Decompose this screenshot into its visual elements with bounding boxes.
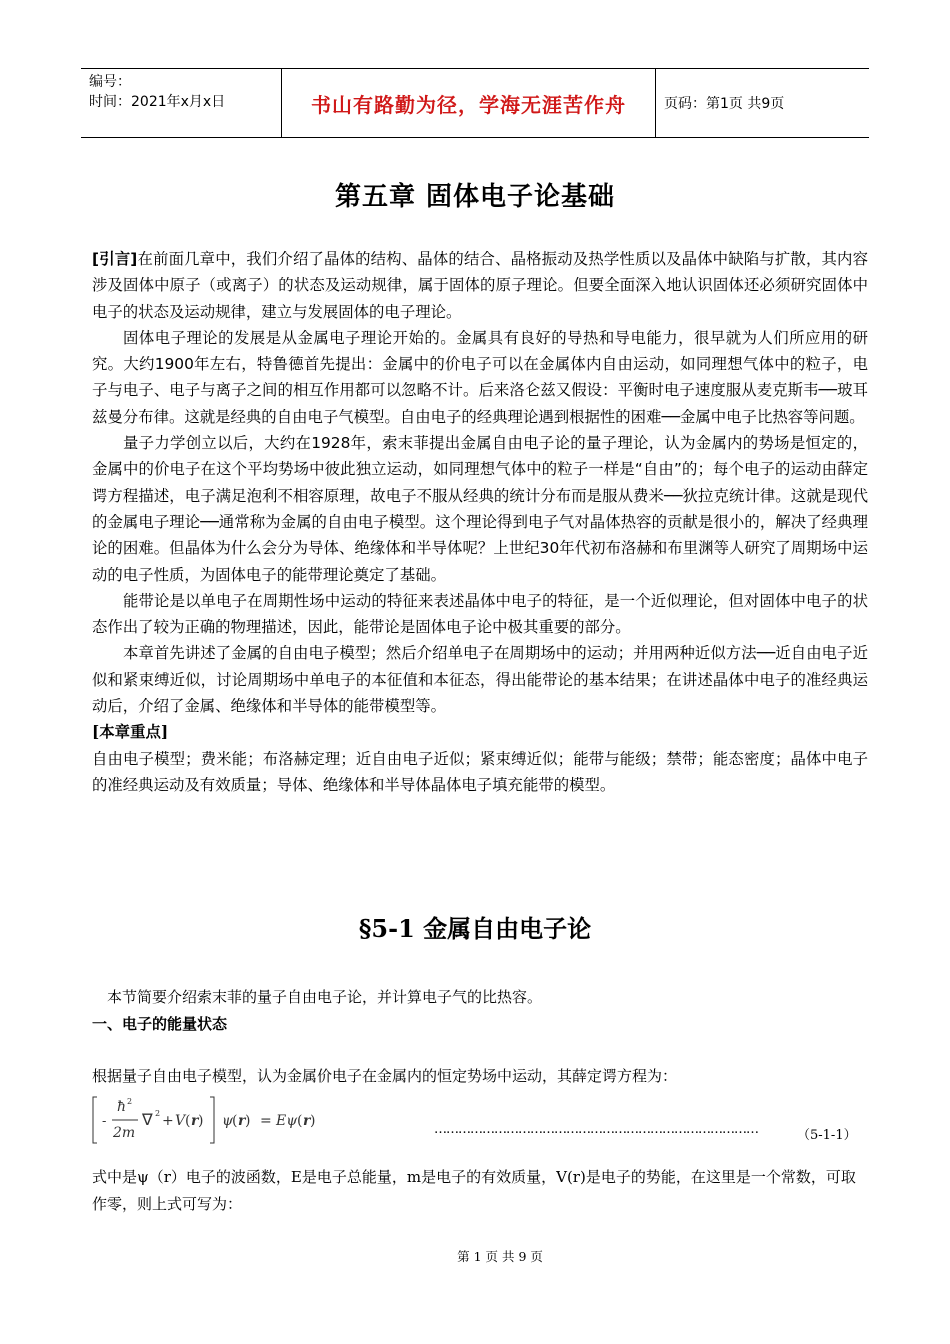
svg-text:Eψ: Eψ [276, 1113, 298, 1129]
section-intro: 本节简要介绍索末菲的量子自由电子论，并计算电子气的比热容。 [107, 988, 543, 1006]
svg-text:2: 2 [155, 1109, 161, 1118]
section-paragraph-1: 根据量子自由电子模型，认为金属价电子在金属内的恒定势场中运动，其薛定谔方程为： [92, 1067, 678, 1085]
svg-text:): ) [310, 1113, 316, 1129]
page-footer: 第 1 页 共 9 页 [457, 1249, 543, 1264]
svg-text:2m: 2m [113, 1125, 136, 1141]
intro-paragraph-3: 量子力学创立以后，大约在1928年，索末菲提出金属自由电子论的量子理论，认为金属内的势场是恒定的，金属中的价电子在这个平均势场中彼此独立运动，如同理想气体中的粒子一样是“自由”的；每个电子的运动由薛定谔方程描述，电子满足泡利不相容原理，故电子不服从经典的统计分布而是服从费米──狄拉克统计律。这就是现代的金属电子理论──通常称为金属的自由电子模型。这个理论得到电子气对晶体热容的贡献是很小的，解决了经典理论的困难。但晶体为什么会分为导体、绝缘体和半导体呢？上世纪30年代初布洛赫和布里渊等人研究了周期场中运动的电子性质，为固体电子的能带理论奠定了基础。 [92, 434, 868, 584]
intro-tag: [引言] [92, 250, 138, 268]
intro-paragraph-1-text: 在前面几章中，我们介绍了晶体的结构、晶体的结合、晶格振动及热学性质以及晶体中缺陷与扩散，其内容涉及固体中原子（或离子）的状态及运动规律，属于固体的原子理论。但要全面深入地认识固体还必须研究固体中电子的状态及运动规律，建立与发展固体的电子理论。 [92, 250, 868, 321]
chapter-title: 第五章 固体电子论基础 [334, 182, 616, 212]
svg-text:∇: ∇ [142, 1110, 153, 1129]
header-motto: 书山有路勤为径，学海无涯苦作舟 [282, 69, 656, 137]
schrodinger-equation-image [92, 1094, 342, 1146]
time-label: 时间：2021年x月x日 [89, 94, 226, 110]
svg-text:+: + [162, 1113, 174, 1129]
svg-text:ψ: ψ [222, 1113, 233, 1129]
intro-paragraph-5: 本章首先讲述了金属的自由电子模型；然后介绍单电子在周期场中的运动；并用两种近似方法──近自由电子近似和紧束缚近似，讨论周期场中单电子的本征值和本征态，得出能带论的基本结果；在讲述晶体中电子的准经典运动后，介绍了金属、绝缘体和半导体的能带模型等。 [92, 644, 868, 716]
equation-number: （5-1-1） [797, 1128, 857, 1143]
intro-section [92, 246, 868, 798]
header-table [81, 68, 869, 138]
svg-text:r: r [238, 1113, 246, 1129]
svg-text:(: ( [297, 1113, 303, 1129]
key-points-text: 自由电子模型；费米能；布洛赫定理；近自由电子近似；紧束缚近似；能带与能级；禁带；能态密度；晶体中电子的准经典运动及有效质量；导体、绝缘体和半导体晶体电子填充能带的模型。 [92, 749, 868, 794]
header-left-cell [81, 69, 282, 137]
equation-leader-dots: ……………………………………………………………………… [434, 1122, 758, 1137]
number-label: 编号： [89, 74, 131, 90]
svg-text:r: r [191, 1113, 199, 1129]
svg-text:-: - [102, 1114, 107, 1129]
svg-text:r: r [303, 1113, 311, 1129]
svg-text:2: 2 [127, 1097, 133, 1106]
key-points-heading: [本章重点] [92, 723, 169, 742]
header-page-info: 页码：第1页 共9页 [664, 96, 785, 112]
svg-text:(: ( [232, 1113, 238, 1129]
intro-paragraph-4: 能带论是以单电子在周期性场中运动的特征来表述晶体中电子的特征，是一个近似理论，但对固体中电子的状态作出了较为正确的物理描述，因此，能带论是固体电子论中极其重要的部分。 [92, 591, 868, 637]
svg-text:ħ: ħ [117, 1099, 127, 1115]
section-title: §5-1 金属自由电子论 [358, 914, 592, 943]
svg-text:(: ( [185, 1113, 191, 1129]
svg-text:=: = [260, 1113, 272, 1129]
section-subheading: 一、电子的能量状态 [92, 1015, 228, 1033]
svg-text:V: V [175, 1113, 186, 1129]
svg-text:): ) [245, 1113, 251, 1129]
equation-5-1-1 [92, 1094, 868, 1146]
section-paragraph-2: 式中是ψ（r）电子的波函数，E是电子总能量，m是电子的有效质量，V(r)是电子的势能，在这里是一个常数，可取作零，则上式可写为： [92, 1168, 856, 1213]
intro-paragraph-2: 固体电子理论的发展是从金属电子理论开始的。金属具有良好的导热和导电能力，很早就为人们所应用的研究。大约1900年左右，特鲁德首先提出：金属中的价电子可以在金属体内自由运动，如同理想气体中的粒子，电子与电子、电子与离子之间的相互作用都可以忽略不计。后来洛仑兹又假设：平衡时电子速度服从麦克斯韦──玻耳兹曼分布律。这就是经典的自由电子气模型。自由电子的经典理论遇到根据性的困难──金属中电子比热容等问题。 [92, 328, 868, 426]
intro-paragraph-1 [92, 246, 868, 325]
svg-text:): ) [198, 1113, 204, 1129]
